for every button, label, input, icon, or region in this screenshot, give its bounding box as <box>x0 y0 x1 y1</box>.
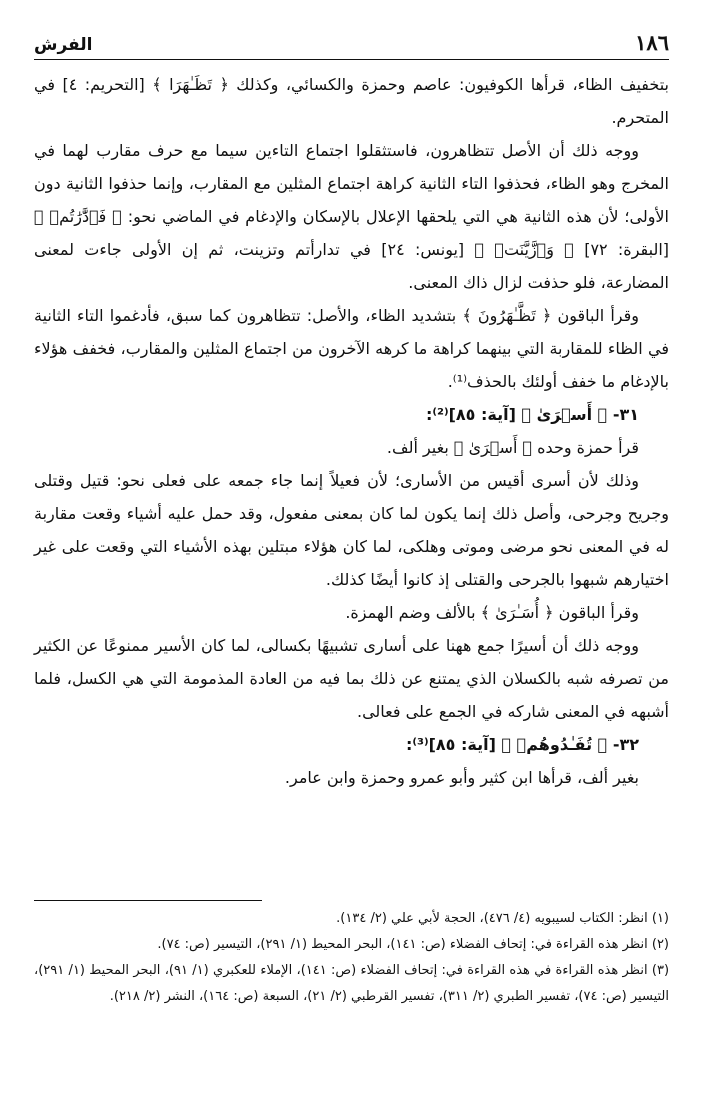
paragraph: قرأ حمزة وحده ﴿ أَسۡرَىٰ ﴾ بغير ألف. <box>386 438 639 457</box>
footnote: (٢) انظر هذه القراءة في: إتحاف الفضلاء (ص: ١٤١)، البحر المحيط (١/ ٢٩١)، التيسير (ص: ٧٤). <box>157 937 669 952</box>
section-heading: ٣١- ﴿ أَسۡرَىٰ ﴾ [آية: ٨٥]⁽²⁾: <box>425 405 639 424</box>
paragraph: ووجه ذلك أن أسيرًا جمع ههنا على أسارى تشبيهًا بكسالى، لما كان الأسير ممنوعًا عن الكثير من تصرفه شبه بالكسلان الذي يمتنع عن ذلك بما فيه من العادة المذمومة التي هي الكسل، فلما أشبهه في المعنى شاركه في الجمع على فعالى. <box>34 636 669 721</box>
paragraph: وقرأ الباقون ﴿ تَظَّـٰهَرُونَ ﴾ بتشديد الظاء، والأصل: تتظاهرون كما سبق، فأدغموا التاء الثانية في الظاء للمقاربة التي بينهما كراهة ما كرهه الآخرون من اجتماع المثلين والمقارب، فخفف هؤلاء بالإدغام ما خفف أولئك بالحذف⁽¹⁾. <box>34 306 669 391</box>
paragraph: بغير ألف، قرأها ابن كثير وأبو عمرو وحمزة وابن عامر. <box>284 768 639 787</box>
page-number: ١٨٦ <box>635 30 669 55</box>
paragraph: وذلك لأن أسرى أقيس من الأسارى؛ لأن فعيلاً إنما جاء جمعه على فعلى نحو: قتيل وقتلى وجريح وجرحى، وأصل ذلك إنما يكون لما كان بمعنى مفعول، وقد حمل عليه أشياء وقعت مقاربة له في المعنى نحو مرضى وموتى وهلكى، لما كان هؤلاء مبتلين بهذه الأشياء التي وقعت على غير اختيارهم شبهوا بالجرحى والقتلى إذ كانوا أيضًا كذلك. <box>34 471 669 589</box>
paragraph: ووجه ذلك أن الأصل تتظاهرون، فاستثقلوا اجتماع التاءين سيما مع حرف مقارب لهما في المخرج وهو الظاء، فحذفوا التاء الثانية كراهة اجتماع المثلين مع المقارب، وإنما حذفوا الثانية دون الأولى؛ لأن هذه الثانية هي التي يلحقها الإعلال بالإسكان والإدغام في الماضي نحو: ﴿ فَٱدَّٰرَٰتُمۡ ﴾ [البقرة: ٧٢] ﴿ وَٱزَّيَّنَتۡ ﴾ [يونس: ٢٤] في تدارأتم وتزينت، ثم إن الأولى جاءت لمعنى المضارعة، فلو حذفت لزال ذاك المعنى. <box>34 141 670 292</box>
main-text <box>34 68 669 794</box>
footnote: (٣) انظر هذه القراءة في هذه القراءة في: إتحاف الفضلاء (ص: ١٤١)، الإملاء للعكبري (١/ ٩١)، البحر المحيط (١/ ٢٩١)، التيسير (ص: ٧٤)، تفسير الطبري (٢/ ٣١١)، تفسير القرطبي (٢/ ٢١)، السبعة (ص: ١٦٤)، النشر (٢/ ٢١٨). <box>34 963 670 1004</box>
paragraph: بتخفيف الظاء، قرأها الكوفيون: عاصم وحمزة والكسائي، وكذلك ﴿ تَظَـٰهَرَا ﴾ [التحريم: ٤] في المتحرم. <box>34 75 670 127</box>
section-heading: ٣٢- ﴿ تُفَـٰدُوهُمۡ ﴾ [آية: ٨٥]⁽³⁾: <box>405 735 639 754</box>
footnote-divider <box>34 900 262 901</box>
footnotes <box>34 906 669 1010</box>
paragraph: وقرأ الباقون ﴿ أُسَـٰرَىٰ ﴾ بالألف وضم الهمزة. <box>345 603 639 622</box>
running-title: الفرش <box>34 35 93 55</box>
footnote: (١) انظر: الكتاب لسيبويه (٤/ ٤٧٦)، الحجة لأبي علي (٢/ ١٣٤). <box>336 911 669 926</box>
page-header <box>34 26 669 60</box>
